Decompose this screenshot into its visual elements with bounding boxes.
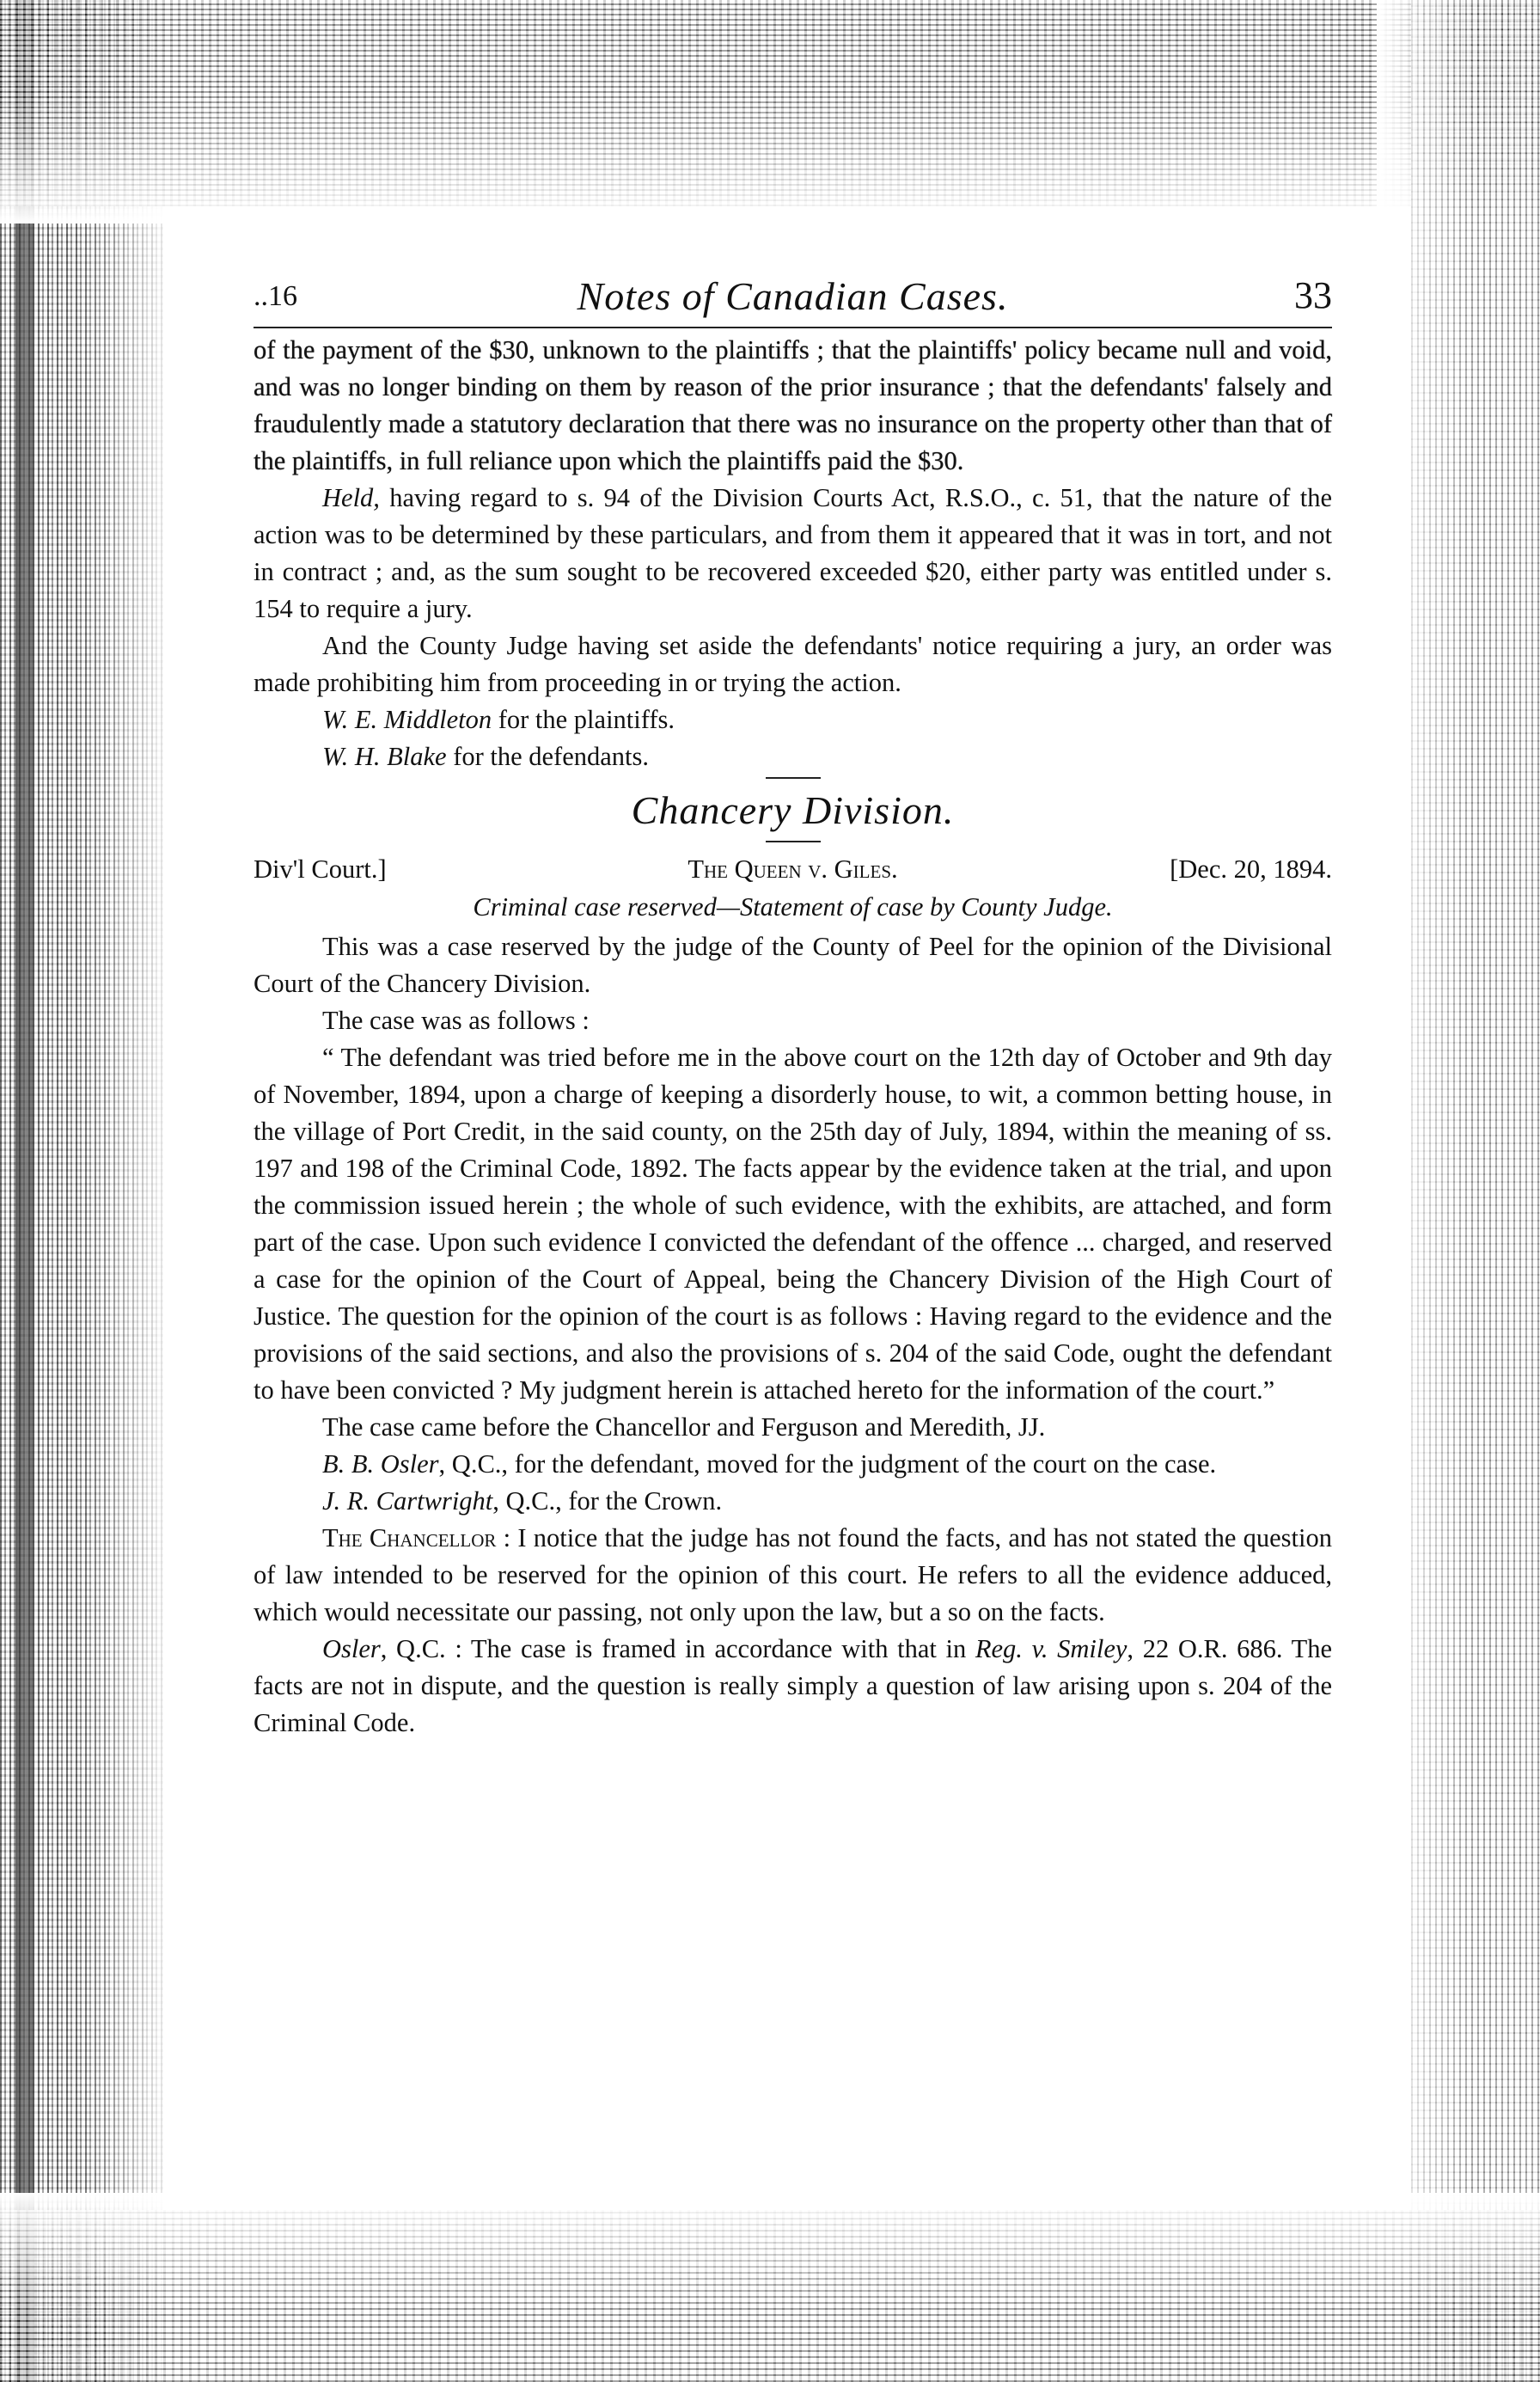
paragraph-quote: “ The defendant was tried before me in the above court on the 12th day of October and 9th day of November, 1894, upon a charge of keeping a disorderly house, to wit, a common betting house, in the village of Port Credit, in the said county, on the 25th day of July, 1894, within the meaning of ss. 197 and 198 of the Criminal Code, 1892. The facts appear by the evidence taken at the trial, and upon the commission issued herein ; the whole of such evidence, with the exhibits, are attached, and form part of the case. Upon such evidence I convicted the defendant of the offence ... charged, and reserved a case for the opinion of the Court of Appeal, being the Chancery Division of the High Court of Justice. The question for the opinion of the court is as follows : Having regard to the evidence and the provisions of the said sections, and also the provisions of s. 204 of the said Code, ought the defendant to have been convicted ? My judgment herein is attached hereto for the information of the court.” (254, 1043, 1332, 1405)
scan-edge-top-fade (0, 95, 1540, 224)
paragraph-particulars: of the payment of the $30, unknown to the plaintiffs ; that the plaintiffs' policy became null and void, and was no longer binding on them by reason of the prior insurance ; that the defendants' falsely and fraudulently made a statutory declaration that there was no insurance on the property other than that of the plaintiffs, in full reliance upon which the plaintiffs paid the $30. (254, 335, 1332, 475)
paragraph-county-judge: And the County Judge having set aside the defendants' notice requiring a jury, an order was made prohibiting him from proceeding in or trying the action. (254, 631, 1332, 697)
scan-binding-shadow (15, 0, 34, 2382)
held-text: having regard to s. 94 of the Division Courts Act, R.S.O., c. 51, that the nature of the action was to be determined by these particulars, and from them it appeared that it was in tort, and not in contract ; and, as the sum sought to be recovered exceeded $20, either party was entitled under s. 154 to require a jury. (254, 483, 1332, 623)
counsel-role: , Q.C., for the defendant, moved for the judgment of the court on the case. (438, 1449, 1217, 1479)
scan-edge-left-fade (77, 0, 180, 2382)
citation: Reg. v. Smiley (975, 1634, 1128, 1663)
counsel-defendants (254, 738, 1332, 775)
case-subtitle: Criminal case reserved—Statement of case by County Judge. (473, 892, 1113, 922)
paragraph-follows: The case was as follows : (322, 1006, 590, 1035)
section-title: Chancery Division. (631, 788, 955, 832)
running-title: Notes of Canadian Cases. (577, 274, 1009, 318)
counsel-name: B. B. Osler (322, 1449, 439, 1479)
case-heading (254, 849, 1332, 889)
counsel-role: for the defendants. (446, 742, 649, 771)
held-label: Held, (322, 483, 380, 512)
case-name: The Queen v. Giles. (688, 854, 898, 884)
section-divider (766, 841, 821, 842)
paragraph-osler (254, 1631, 1332, 1742)
paragraph-came-before: The case came before the Chancellor and Ferguson and Meredith, JJ. (322, 1412, 1046, 1442)
counsel-osler (254, 1446, 1332, 1483)
counsel-plaintiffs (254, 701, 1332, 738)
counsel-role: for the plaintiffs. (492, 705, 675, 734)
counsel-name: J. R. Cartwright (322, 1486, 493, 1516)
osler-text-1: , Q.C. : The case is framed in accordance with that in (380, 1634, 975, 1663)
counsel-role: , Q.C., for the Crown. (492, 1486, 723, 1516)
case-date: [Dec. 20, 1894. (1170, 854, 1332, 884)
paragraph-chancellor (254, 1520, 1332, 1631)
document-page (254, 273, 1332, 1742)
case-court: Div'l Court.] (254, 854, 387, 884)
body-text (254, 332, 1332, 1742)
paragraph-reserved: This was a case reserved by the judge of the County of Peel for the opinion of the Divisional Court of the Chancery Division. (254, 932, 1332, 998)
volume-number: ..16 (254, 280, 297, 312)
page-number: 33 (1294, 274, 1332, 316)
scan-edge-bottom-fade (0, 2193, 1540, 2313)
counsel-cartwright (254, 1483, 1332, 1520)
counsel-name: W. H. Blake (322, 742, 447, 771)
osler-text-2: , 22 O.R. 686. The facts are not in dispute, and the question is really simply a question of law arising upon s. 204 of the Criminal Code. (254, 1634, 1332, 1737)
chancellor-label: The Chancellor (322, 1523, 497, 1552)
osler-label: Osler (322, 1634, 381, 1663)
paragraph-held (254, 480, 1332, 628)
running-header (254, 273, 1332, 318)
section-divider (766, 777, 821, 779)
scan-edge-right-fade (1377, 0, 1471, 2382)
header-rule (254, 327, 1332, 328)
chancellor-text: : I notice that the judge has not found the facts, and has not stated the question of law intended to be reserved for the opinion of this court. He refers to all the evidence adduced, which would necessitate our passing, not only upon the law, but a so on the facts. (254, 1523, 1332, 1626)
counsel-name: W. E. Middleton (322, 705, 492, 734)
